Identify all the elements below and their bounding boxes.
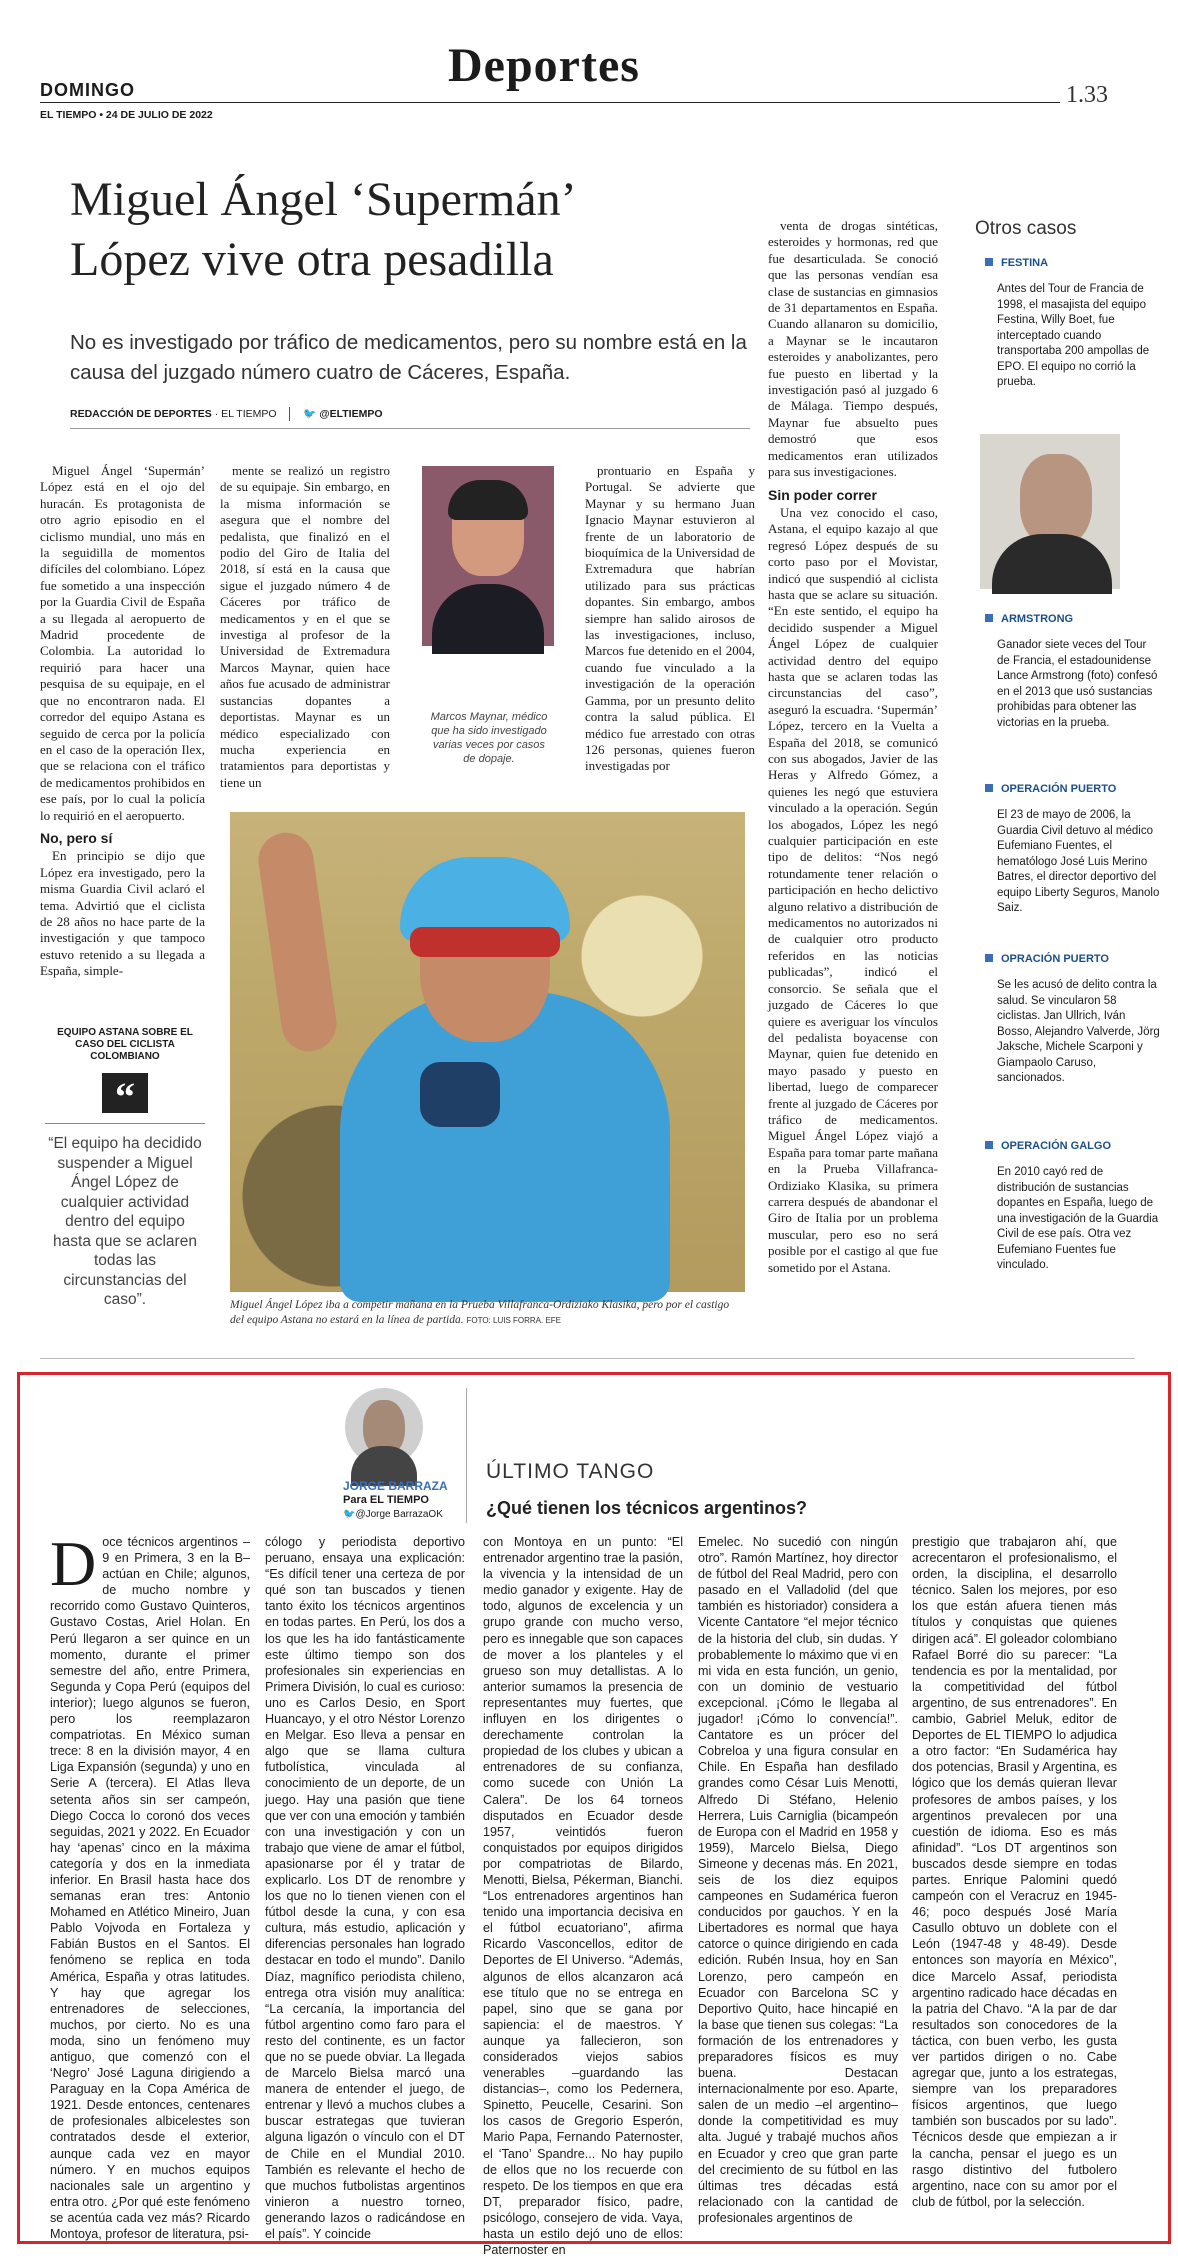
shoulders-shape [432,584,544,654]
paragraph: En principio se dijo que López era investigado, pero la misma Guardia Civil aclaró el tema. Advirtió que el ciclista de 28 años no hace parte de la investigación y que tampoco estuvo retenido a su llegada a España, simple- [40,848,205,979]
column-divider [466,1388,467,1523]
quote-label: EQUIPO ASTANA SOBRE EL CASO DEL CICLISTA COLOMBIANO [57,1027,193,1062]
sidebar-item-title: ARMSTRONG [985,613,1073,625]
photo-credit: FOTO: LUIS FORRA. EFE [466,1316,562,1325]
column-text-2 [265,1534,465,2242]
day-label: DOMINGO [40,80,135,100]
shoulders-shape [992,534,1112,594]
twitter-handle: @ELTIEMPO [319,408,383,420]
sidebar-item-title: OPERACIÓN PUERTO [985,783,1116,795]
article-subtitle: No es investigado por tráfico de medicamentos, pero su nombre está en la causa del juzgado número cuatro de Cáceres, España. [70,331,747,384]
author-name: JORGE BARRAZA [343,1479,448,1493]
paragraph: venta de drogas sintéticas, esteroides y hormonas, red que fue desarticulada. Se conoció que las personas vendían esa clase de sustancias en gimnasios de 31 departamentos en España. Cuando allanaron su domicilio, a Maynar se le incautaron esteroides y anabolizantes, pero fue puesto en libertad y la investigación pasó al juzgado 6 de Málaga. Tiempo después, Maynar fue absuelto pues demostró que esos medicamentos eran utilizados para sus investigaciones. [768,218,938,480]
paragraph: Emelec. No sucedió con ningún otro”. Ramón Martínez, hoy director de fútbol del Real Madrid, pero con pasado en el Valladolid (del que también es historiador) considera a Vicente Cantatore “el mejor técnico de la historia del club, sin dudas. Y probablemente lo máximo que vi en mi vida en esta función, un genio, con un dominio de vestuario excepcional. ¡Cómo le llegaba al jugador! ¡Cómo lo convencía!”. Cantatore es un prócer del Cobreloa y una figura consular en Chile. En España han desfilado grandes como César Luis Menotti, Alfredo Di Stéfano, Helenio Herrera, Luis Carniglia (bicampeón de Europa con el Madrid en 1958 y 1959), Marcelo Bielsa, Diego Simeone y decenas más. En 2021, seis de los diez equipos campeones en Sudamérica fueron conducidos por gauchos. Y en la Libertadores es normal que haya catorce o quince dirigiendo en cada edición. Rubén Insua, hoy en San Lorenzo, pero campeón en Ecuador con Barcelona SC y Deportivo Quito, hace hincapié en la base que tienen sus colegas: “La formación de los entrenadores y preparadores físicos es muy buena. Destacan internacionalmente por eso. Aparte, salen de un medio –el argentino– donde la competitividad es muy alta. Jugué y trabajé muchos años en Ecuador y creo que gran parte del crecimiento de su fútbol en las últimas tres décadas está relacionado con la cantidad de profesionales argentinos de [698,1535,898,2225]
armstrong-photo [980,434,1120,589]
sidebar-item-text: En 2010 cayó red de distribución de sustancias dopantes en España, luego de una investigación de la Guardia Civil de ese país. Otra vez Eufemiano Fuentes fue vinculado. [997,1166,1159,1271]
paragraph: Miguel Ángel ‘Supermán’ López está en el ojo del huracán. Es protagonista de otro agrio episodio en el ciclismo mundial, uno más en la seguidilla de momentos difíciles del colombiano. López fue sometido a una inspección por la Guardia Civil de España a su llegada al aeropuerto de Madrid procedente de Colombia. La autoridad lo requirió para hacer una pesquisa de su equipaje, en el que no encontraron nada. El corredor del equipo Astana es seguido de cerca por la policía en el caso de la operación Ilex, que se relaciona con el tráfico de medicamentos prohibidos en ese país, por lo cual la policía lo requirió en el aeropuerto. [40,463,205,823]
byline-source: · EL TIEMPO [214,408,277,420]
quote-rule [45,1123,205,1124]
article-title [70,170,577,290]
sidebar-item-text: Antes del Tour de Francia de 1998, el masajista del equipo Festina, Willy Boet, fue interceptado cuando transportaba 200 ampollas de EPO. El equipo no corrió la prueba. [997,283,1150,388]
paragraph: con Montoya en un punto: “El entrenador argentino trae la pasión, la vivencia y la intensidad de un medio ganador y exigente. Hay de todo, algunos de excelencia y un grupo grande con mucho verso, pero es innegable que son capaces de mover a los planteles y el grueso son muy detallistas. A lo anterior sumamos la presencia de representantes muy fuertes, que influyen en los dirigentes o derechamente controlan la propiedad de los clubes y ubican a entrenadores de su confianza, como sucede con Unión La Calera”. De los 64 torneos disputados en Ecuador desde 1957, veintidós fueron conquistados por equipos dirigidos por compatriotas de Bilardo, Menotti, Bielsa, Pékerman, Bianchi. “Los entrenadores argentinos han tenido una importancia decisiva en el fútbol ecuatoriano”, afirma Ricardo Vasconcellos, editor de Deportes de El Universo. “Además, algunos de ellos alcanzaron acá ese título que no se entrega en papel, sino que se gana por sapiencia: el de maestros. Y aunque ya fallecieron, son considerados viejos sabios venerables –guardando las distancias–, como los Pedernera, Spinetto, Peucelle, Cesarini. Son los casos de Gregorio Esperón, Mario Papa, Fernando Paternoster, el ‘Tano’ Spandre... No hay pupilo de ellos que no los recuerde con respeto. De los tiempos en que era DT, preparador físico, padre, psicólogo, consejero de vida. Vaya, hasta un estilo dejó uno de ellos: Paternoster en [483,1535,683,2258]
column-text-3 [483,1534,683,2258]
column-headline: ¿Qué tienen los técnicos argentinos? [486,1498,808,1518]
maynar-photo [422,466,554,646]
byline-divider [289,407,290,421]
sidebar-item-text: El 23 de mayo de 2006, la Guardia Civil detuvo al médico Eufemiano Fuentes, el hematólogo José Luis Merino Batres, el director deportivo del equipo Liberty Seguros, Manolo Saiz. [997,809,1160,914]
byline-rule [70,428,750,429]
subheading: Sin poder correr [768,486,877,503]
section-rule [40,1358,1135,1359]
paragraph: mente se realizó un registro de su equipaje. Sin embargo, en la misma información se asegura que el nombre del pedalista, que finalizó en el podio del Giro de Italia del 2018, sí está en la causa que sigue el juzgado número 4 de Cáceres por tráfico de medicamentos y en el que se investiga al profesor de la Universidad de Extremadura Marcos Maynar, quien hace años fue acusado de administrar sustancias dopantes a deportistas. Maynar es un médico especializado con mucha experiencia en tratamientos para deportistas y tiene un [220,463,390,790]
column-kicker: ÚLTIMO TANGO [486,1460,655,1483]
sidebar-item-title: FESTINA [985,257,1048,269]
cyclist-glove [420,1062,500,1127]
title-line-2: López vive otra pesadilla [70,233,554,286]
article-column-2 [220,463,390,791]
sidebar-title: Otros casos [975,218,1077,239]
source-date: EL TIEMPO • 24 DE JULIO DE 2022 [40,109,213,121]
twitter-icon: 🐦 [343,1509,356,1520]
column-text-1 [50,1528,250,2242]
section-title: Deportes [448,39,640,92]
author-handle [343,1509,443,1520]
column-text-4 [698,1534,898,2226]
cyclist-glasses [410,927,560,957]
article-column-4 [768,218,938,1276]
sidebar-item-title: OPRACIÓN PUERTO [985,953,1109,965]
page-number: 1.33 [1066,82,1108,108]
main-cyclist-photo [230,812,745,1292]
paragraph: oce técnicos argentinos –9 en Primera, 3 en la B– actúan en Chile; algunos, de mucho nombre y recorrido como Gustavo Quinteros, Gustavo Costas, Ariel Holan. En Perú llegaron a ser quince en un momento, durante el primer semestre del año, entre Primera, Segunda y Copa Perú (equipos del interior); luego algunos se fueron, pero los reemplazaron compatriotas. En México suman trece: 8 en la división mayor, 4 en Liga Expansión (segunda) y uno en Serie A (tercera). El Atlas lleva setenta años sin ser campeón, Diego Cocca lo coronó dos veces seguidas, 2021 y 2022. En Ecuador hay ‘apenas’ cinco en la máxima categoría y dos en la inmediata inferior. En Brasil hasta hace dos semanas eran tres: Antonio Mohamed en Atlético Mineiro, Juan Pablo Vojvoda en Fortaleza y Fabián Bustos en el Santos. El fenómeno se replica en toda América, España y otras latitudes. Y hay que agregar los entrenadores de selecciones, muchos, por cierto. No es una moda, sino un fenómeno muy antiguo, que comenzó con el ‘Negro’ José Laguna dirigiendo a Paraguay en la Copa América de 1921. Desde entonces, centenares de profesionales albicelestes son contratados desde el exterior, aunque cada vez en mayor número. Y en muchos equipos nacionales sale un argentino y entra otro. ¿Por qué este fenómeno se acentúa cada vez más? Ricardo Montoya, profesor de literatura, psi- [50,1535,250,2242]
paragraph: prontuario en España y Portugal. Se advierte que Maynar y su hermano Juan Ignacio Maynar estuvieron al frente de un laboratorio de bioquímica de la Universidad de Extremadura que habrían utilizado para sus prácticas dopantes. Sin embargo, ambos siempre han salido airosos de las investigaciones, incluso, Marcos fue detenido en el 2004, cuando fue vinculado a la investigación de la operación Gamma, por un presunto delito contra la salud pública. El médico fue arrestado con otras 126 personas, quienes fueron investigadas por [585,463,755,774]
author-affiliation: Para EL TIEMPO [343,1494,429,1506]
subheading: No, pero sí [40,829,113,846]
byline-row [70,407,383,421]
small-caption: Marcos Maynar, médico que ha sido investigado varias veces por casos de dopaje. [430,711,548,765]
article-column-1 [40,463,205,980]
author-avatar [345,1388,423,1466]
paragraph: Una vez conocido el caso, Astana, el equipo kazajo al que regresó López después de su corto paso por el Movistar, indicó que suspendió al ciclista hasta que se aclare su situación. “En este sentido, el equipo ha decidido suspender a Miguel Ángel López de cualquier actividad dentro del equipo hasta que se aclaren todas las circunstancias del caso”, aseguró la escuadra. ‘Supermán’ López, tercero en la Vuelta a España del 2018, se comunicó con sus abogados, Javier de las Heras y Alfredo Gómez, a quienes les negó que estuviera vinculado a la operación. Según los abogados, López les negó cualquier participación en este tipo de delitos: “Nos negó rotundamente tener relación o participación en hecho delictivo alguno relativo a distribución de medicamentos no autorizados ni de cualquier otro producto referidos en las noticias publicadas”, indicó el consorcio. Se señala que el juzgado de Cáceres lo que quiere es averiguar los vínculos del pedalista boyacense con Maynar, quien fue detenido en mayo pasado y puesto en libertad, luego de comparecer frente al juzgado de Cáceres por tráfico de medicamentos. Miguel Ángel López viajó a España para tomar parte mañana en la Prueba Villafranca-Ordiziako Klasika, su primera carrera después de abandonar el Giro de Italia por un problema muscular, pero eso no será posible por el castigo al que fue sometido por el Astana. [768,504,938,1275]
quote-icon: “ [102,1073,148,1113]
quote-box [45,1027,205,1310]
byline: REDACCIÓN DE DEPORTES [70,408,212,420]
twitter-icon: 🐦 [303,408,317,420]
header-rule [40,102,1060,103]
main-caption [230,1298,745,1328]
article-column-3 [585,463,755,775]
paragraph: cólogo y periodista deportivo peruano, ensaya una explicación: “Es difícil tener una certeza de por qué son tan buscados y tienen tanto éxito los técnicos argentinos en todas partes. En Perú, los dos a los que les ha ido fantásticamente este último tiempo son dos profesionales sin experiencias en Primera División, lo cual es curioso: uno es Carlos Desio, en Sport Huancayo, y el otro Néstor Lorenzo en Melgar. Eso lleva a pensar en algo que se llama cultura futbolística, vinculada al conocimiento de un deporte, de un juego. Hay una pasión que tiene que ver con una emoción y también con una investigación y con un trabajo que viene de amar el fútbol, apasionarse por él y tratar de explicarlo. Los DT de renombre y los que no lo tienen vienen con el fútbol desde la cuna, y con esa cultura, más estudio, aplicación y diferencias personales han logrado destacar en todo el mundo”. Danilo Díaz, magnífico periodista chileno, entrega otra visión muy analítica: “La cercanía, la importancia del fútbol argentino como faro para el resto del continente, es un factor que no se puede obviar. La llegada de Marcelo Bielsa marcó una manera de entender el juego, de entrenar y llevó a muchos clubes a buscar estrategas que tuvieran alguna ligazón o vínculo con el DT de Chile en el Mundial 2010. También es relevante el hecho de que muchos futbolistas argentinos vinieron a nuestro torneo, generando lazos o radicándose en el país”. Y coincide [265,1535,465,2242]
sidebar-item-title: OPERACIÓN GALGO [985,1140,1111,1152]
face-shape [1020,454,1092,546]
handle-text: @Jorge BarrazaOK [355,1509,443,1520]
column-text-5 [912,1534,1117,2210]
title-line-1: Miguel Ángel ‘Supermán’ [70,173,577,226]
quote-text: “El equipo ha decidido suspender a Miguel Ángel López de cualquier actividad dentro del equipo hasta que se aclaren todas las circunstancias del caso”. [48,1135,202,1308]
hair-shape [448,480,528,520]
caption-text: Miguel Ángel López iba a competir mañana en la Prueba Villafranca-Ordiziako Klasika, pero por el castigo del equipo Astana no estará en la línea de partida. [230,1299,730,1326]
sidebar-item-text: Se les acusó de delito contra la salud. Se vincularon 58 ciclistas. Jan Ullrich, Iván Bosso, Alejandro Valverde, Jörg Jaksche, Michele Scarponi y Giampaolo Caruso, sancionados. [997,979,1160,1084]
drop-cap: D [50,1528,97,1599]
sidebar-item-text: Ganador siete veces del Tour de Francia, el estadounidense Lance Armstrong (foto) confesó en el 2013 que usó sustancias prohibidas para obtener las victorias en la prueba. [997,639,1158,729]
paragraph: prestigio que trabajaron ahí, que acrecentaron el profesionalismo, el orden, la disciplina, el desarrollo técnico. Salen los mejores, por eso los que están afuera tienen más títulos y conquistas que quienes dirigen acá”. El goleador colombiano Rafael Borré dio su parecer: “La tendencia es por la mentalidad, por la competitividad del fútbol argentino, de sus entrenadores”. En cambio, Gabriel Meluk, editor de Deportes de EL TIEMPO lo adjudica a otro factor: “En Sudamérica hay dos potencias, Brasil y Argentina, es lógico que los demás quieran llevar profesores de ambos países, y los argentinos prevalecen por una cuestión de idioma. Eso es más afinidad”. “Los DT argentinos son buscados desde siempre en todas partes. Enrique Palomini quedó campeón con el Veracruz en 1945-46; poco después José María Casullo obtuvo un doblete con el León (1947-48 y 48-49). Desde entonces son mayoría en México”, dice Marcelo Assaf, periodista argentino radicado hace décadas en la patria del Chavo. “A la par de dar resultados son conocedores de la táctica, con buen verbo, les gusta ver partidos dirigen o no. Cabe agregar que, junto a los estrategas, siempre van los preparadores físicos argentinos, que luego también son buscados por su lado”. Técnicos desde que empiezan a ir la cancha, pensar el juego es un rasgo distintivo del futbolero argentino, nace con su amor por el club de fútbol, por la selección. [912,1535,1117,2209]
